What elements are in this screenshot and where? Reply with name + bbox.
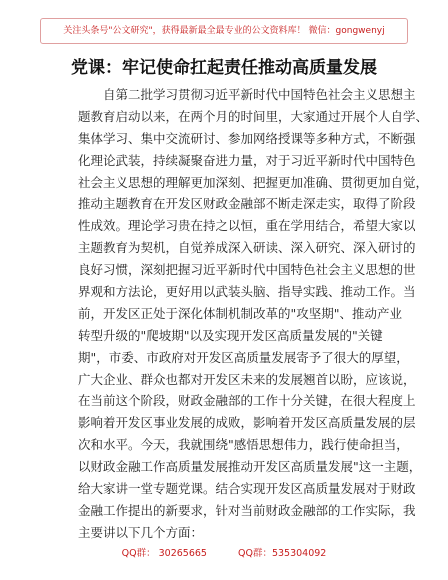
body-line: 次和水平。今天，我就围绕"感悟思想伟力，践行使命担当， bbox=[78, 437, 409, 453]
document-title: 党课：牢记使命扛起责任推动高质量发展 bbox=[71, 58, 377, 78]
body-line: 化理论武装，持续凝聚奋进力量，对于习近平新时代中国特色 bbox=[78, 152, 416, 168]
body-line: 前，开发区正处于深化体制机制改革的"攻坚期"、推动产业 bbox=[78, 305, 403, 321]
footer-qq-group-2: QQ群：535304092 bbox=[238, 548, 327, 559]
header-text: 关注头条号"公文研究"，获得最新最全最专业的公文资料库！ 微信：gongwenyj bbox=[63, 26, 385, 36]
body-line: 界观和方法论，更好用以武装头脑、指导实践、推动工作。当 bbox=[78, 284, 416, 300]
body-line: 影响着开发区事业发展的成败，影响着开发区高质量发展的层 bbox=[78, 415, 416, 431]
body-line: 主题教育为契机，自觉养成深入研读、深入研究、深入研讨的 bbox=[78, 240, 416, 256]
body-line: 性成效。理论学习贵在持之以恒，重在学用结合，希望大家以 bbox=[78, 218, 416, 234]
body-line: 转型升级的"爬坡期"以及实现开发区高质量发展的"关键 bbox=[78, 327, 383, 343]
body-line: 金融工作提出的新要求，针对当前财政金融部的工作实际，我 bbox=[78, 502, 416, 518]
footer bbox=[0, 545, 448, 559]
body-line: 给大家讲一堂专题党课。结合实现开发区高质量发展对于财政 bbox=[78, 481, 416, 497]
body-line: 推动主题教育在开发区财政金融部不断走深走实，取得了阶段 bbox=[78, 196, 416, 212]
body-line: 主要讲以下几个方面： bbox=[78, 524, 204, 540]
body-line: 在当前这个阶段，财政金融部的工作十分关键，在很大程度上 bbox=[78, 393, 416, 409]
footer-qq-group-1: QQ群： 30265665 bbox=[121, 548, 207, 559]
document-body bbox=[78, 84, 429, 544]
body-line: 社会主义思想的理解更加深刻、把握更加准确、贯彻更加自觉， bbox=[78, 174, 429, 190]
body-line: 期"，市委、市政府对开发区高质量发展寄予了很大的厚望， bbox=[78, 349, 409, 365]
body-line: 自第二批学习贯彻习近平新时代中国特色社会主义思想主 bbox=[103, 87, 416, 102]
header-banner bbox=[40, 18, 408, 44]
body-line: 题教育启动以来，在两个月的时间里，大家通过开展个人自学、 bbox=[78, 108, 429, 124]
body-line: 良好习惯，深刻把握习近平新时代中国特色社会主义思想的世 bbox=[78, 262, 416, 278]
body-line: 广大企业、群众也都对开发区未来的发展翘首以盼，应该说， bbox=[78, 371, 416, 387]
body-line: 以财政金融工作高质量发展推动开发区高质量发展"这一主题， bbox=[78, 459, 422, 475]
body-line: 集体学习、集中交流研讨、参加网络授课等多种方式，不断强 bbox=[78, 130, 416, 146]
